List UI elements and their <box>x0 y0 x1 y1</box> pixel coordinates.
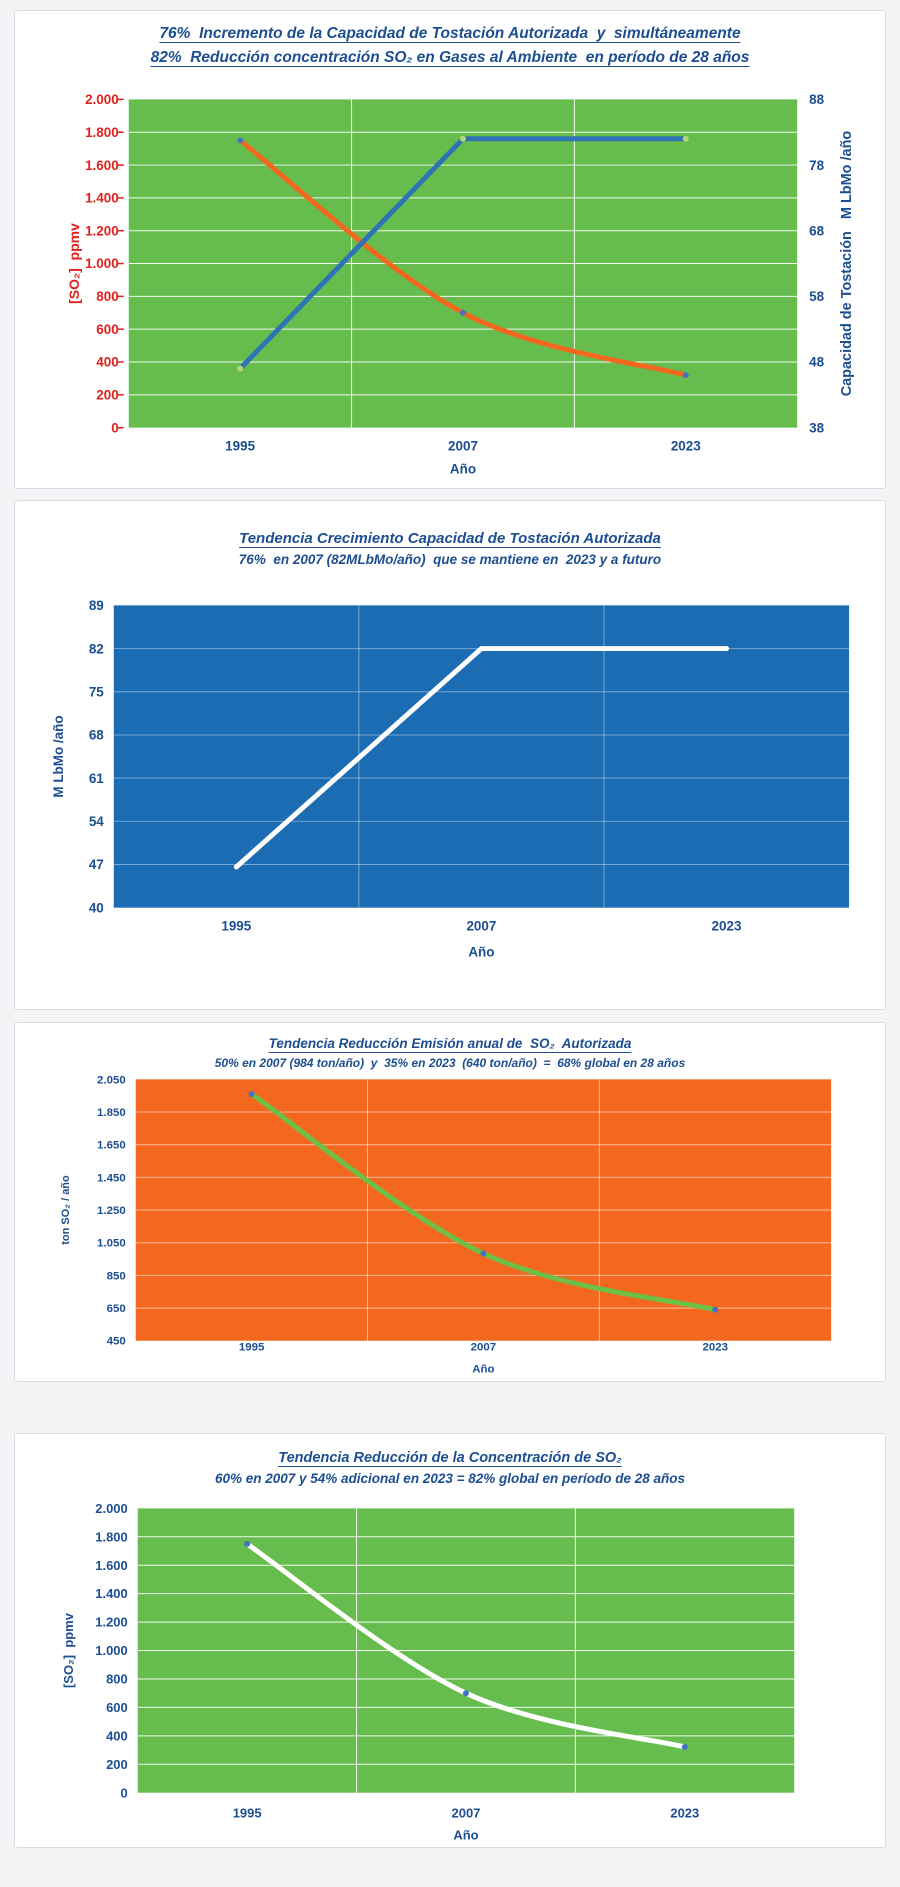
y-axis-tick-label: 1.200 <box>95 1614 128 1630</box>
right-axis-tick-label: 78 <box>809 157 825 173</box>
y-axis-tick-label: 1.000 <box>95 1643 128 1659</box>
chart-card-capacity <box>14 500 886 1010</box>
x-axis-tick-label: 2007 <box>448 438 478 454</box>
y-axis-tick-label: 1.400 <box>85 190 119 206</box>
data-point-marker <box>249 1091 255 1097</box>
right-axis-tick-label: 68 <box>809 223 825 239</box>
x-axis-tick-label: 2023 <box>670 438 701 454</box>
data-point-marker <box>237 366 243 372</box>
y-axis-tick-label: 800 <box>106 1671 128 1687</box>
data-point-marker <box>460 136 466 142</box>
x-axis-tick-label: 1995 <box>225 438 256 454</box>
y-axis-title: [SO₂] ppmv <box>60 1613 76 1689</box>
chart1-title-line1: 76% Incremento de la Capacidad de Tostación Autorizada y simultáneamente <box>159 25 741 42</box>
chart3-canvas <box>15 1073 885 1382</box>
y-axis-tick-label: 1.200 <box>85 223 119 239</box>
y-axis-tick-label: 1.850 <box>97 1107 126 1120</box>
chart2-subtitle: 76% en 2007 (82MLbMo/año) que se mantiene en 2023 y a futuro <box>238 552 662 567</box>
y-axis-tick-label: 2.000 <box>85 92 119 108</box>
y-axis-tick-label: 1.600 <box>95 1557 128 1573</box>
y-axis-tick-label: 600 <box>96 321 119 337</box>
y-axis-tick-label: 450 <box>106 1335 126 1348</box>
x-axis-title: Año <box>472 1363 495 1376</box>
y-axis-tick-label: 850 <box>106 1270 126 1283</box>
data-point-marker <box>244 1541 250 1547</box>
y-axis-tick-label: 1.050 <box>97 1237 126 1250</box>
y-axis-tick-label: 1.400 <box>95 1586 128 1602</box>
chart-svg <box>15 77 885 481</box>
chart3-title: Tendencia Reducción Emisión anual de SO₂ Autorizada <box>268 1036 632 1051</box>
data-point-marker <box>712 1307 718 1313</box>
x-axis-title: Año <box>449 461 477 477</box>
y-axis-title: ton SO₂ / año <box>59 1175 72 1245</box>
y-axis-tick-label: 61 <box>88 770 104 786</box>
y-axis-tick-label: 0 <box>120 1785 128 1801</box>
y-axis-tick-label: 400 <box>106 1728 128 1744</box>
y-axis-tick-label: 1.600 <box>85 157 119 173</box>
data-point-marker <box>682 1744 688 1750</box>
chart4-title: Tendencia Reducción de la Concentración de SO₂ <box>278 1450 622 1466</box>
x-axis-tick-label: 1995 <box>221 918 252 934</box>
chart-card-combo <box>14 10 886 489</box>
data-point-marker <box>460 310 466 316</box>
y-axis-tick-label: 54 <box>88 814 104 830</box>
y-axis-tick-label: 68 <box>88 727 104 743</box>
chart4-subtitle: 60% en 2007 y 54% adicional en 2023 = 82% global en período de 28 años <box>214 1471 686 1486</box>
x-axis-tick-label: 1995 <box>232 1805 262 1821</box>
y-axis-tick-label: 47 <box>88 857 104 873</box>
x-axis-tick-label: 1995 <box>238 1341 265 1354</box>
data-point-marker <box>237 137 243 143</box>
right-axis-title: Capacidad de Tostación M LbMo /año <box>839 130 856 397</box>
x-axis-tick-label: 2023 <box>711 918 742 934</box>
chart1-canvas <box>15 77 885 481</box>
chart-svg <box>15 573 885 968</box>
x-axis-tick-label: 2023 <box>702 1341 728 1354</box>
chart-card-emissions <box>14 1022 886 1382</box>
x-axis-tick-label: 2007 <box>470 1341 497 1354</box>
chart-card-concentration <box>14 1433 886 1848</box>
y-axis-tick-label: 2.050 <box>97 1074 126 1087</box>
x-axis-title: Año <box>453 1827 479 1843</box>
y-axis-tick-label: 0 <box>111 420 119 436</box>
right-axis-tick-label: 88 <box>809 92 825 108</box>
y-axis-tick-label: 1.800 <box>95 1529 128 1545</box>
chart3-subtitle: 50% en 2007 (984 ton/año) y 35% en 2023 (640 ton/año) = 68% global en 28 años <box>214 1056 686 1070</box>
data-point-marker <box>683 136 689 142</box>
y-axis-tick-label: 40 <box>88 900 104 916</box>
y-axis-tick-label: 1.250 <box>97 1205 126 1218</box>
y-axis-tick-label: 1.450 <box>97 1172 126 1185</box>
data-point-marker <box>480 1251 486 1257</box>
y-axis-tick-label: 82 <box>88 641 104 657</box>
y-axis-tick-label: 600 <box>106 1699 128 1715</box>
y-axis-tick-label: 1.000 <box>85 256 119 272</box>
y-axis-tick-label: 2.000 <box>95 1500 128 1516</box>
y-axis-tick-label: 1.650 <box>97 1139 126 1152</box>
x-axis-tick-label: 2007 <box>466 918 497 934</box>
x-axis-title: Año <box>468 944 495 960</box>
chart-svg <box>15 1073 885 1382</box>
chart-svg <box>15 1490 885 1848</box>
chart2-title: Tendencia Crecimiento Capacidad de Tostación Autorizada <box>239 530 661 547</box>
right-axis-tick-label: 48 <box>809 354 825 370</box>
y-axis-tick-label: 650 <box>106 1303 126 1316</box>
y-axis-tick-label: 400 <box>96 354 119 370</box>
y-axis-tick-label: 75 <box>88 684 104 700</box>
data-point-marker <box>683 372 689 378</box>
right-axis-tick-label: 58 <box>809 289 825 305</box>
x-axis-tick-label: 2023 <box>670 1805 700 1821</box>
y-axis-title: M LbMo /año <box>50 715 66 798</box>
y-axis-title: [SO₂] ppmv <box>65 223 82 304</box>
y-axis-tick-label: 1.800 <box>85 124 119 140</box>
chart2-canvas <box>15 573 885 968</box>
y-axis-tick-label: 800 <box>96 289 119 305</box>
x-axis-tick-label: 2007 <box>451 1805 481 1821</box>
chart4-canvas <box>15 1490 885 1848</box>
y-axis-tick-label: 89 <box>88 598 104 614</box>
data-point-marker <box>463 1690 469 1696</box>
chart1-title-line2: 82% Reducción concentración SO₂ en Gases al Ambiente en período de 28 años <box>150 49 750 66</box>
y-axis-tick-label: 200 <box>96 387 119 403</box>
y-axis-tick-label: 200 <box>106 1756 128 1772</box>
right-axis-tick-label: 38 <box>809 420 825 436</box>
